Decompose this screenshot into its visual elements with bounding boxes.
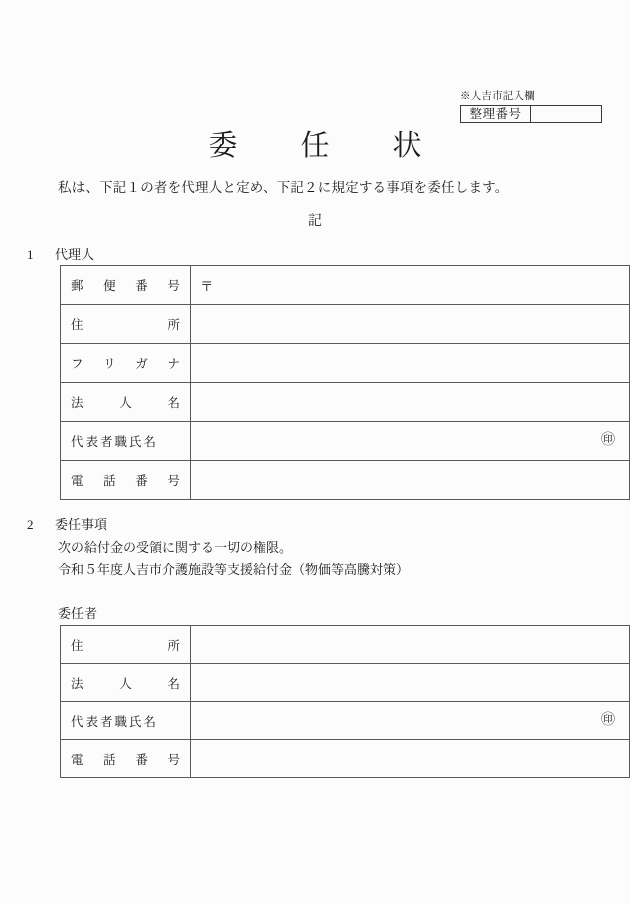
agent-furigana-label: フ リ ガ ナ — [71, 357, 181, 371]
table-row — [61, 344, 630, 383]
intro-sentence: 私は、下記１の者を代理人と定め、下記２に規定する事項を委任します。 — [58, 180, 509, 195]
section-1-heading — [27, 246, 94, 264]
table-row — [61, 305, 630, 344]
delegator-table-body — [61, 626, 630, 778]
agent-phone-field[interactable] — [191, 461, 630, 500]
table-row — [61, 740, 630, 778]
row-label-corporate-name — [61, 383, 191, 422]
section-1-number: 1 — [27, 247, 34, 262]
agent-address-label: 住 所 — [71, 318, 181, 332]
delegator-address-label: 住 所 — [71, 638, 181, 653]
reference-number-box — [460, 105, 602, 123]
delegator-phone-label: 電 話 番 号 — [71, 752, 181, 767]
row-label-corporate-name — [61, 664, 191, 702]
table-row — [61, 626, 630, 664]
agent-postal-code-field[interactable] — [191, 266, 630, 305]
delegator-address-field[interactable] — [191, 626, 630, 664]
city-use-section — [460, 90, 602, 123]
seal-icon: ㊞ — [601, 712, 615, 728]
city-use-label: ※人吉市記入欄 — [460, 91, 535, 102]
reference-number-label: 整理番号 — [461, 106, 531, 122]
delegator-corporate-name-label: 法 人 名 — [71, 676, 181, 691]
delegator-representative-label: 代表者職氏名 — [71, 714, 159, 729]
row-label-representative — [61, 702, 191, 740]
section-1-label: 代理人 — [55, 247, 95, 262]
section-2-line-2: 令和５年度人吉市介護施設等支援給付金（物価等高騰対策） — [58, 562, 410, 577]
postal-mark-icon: 〒 — [200, 278, 214, 294]
table-row — [61, 383, 630, 422]
delegator-representative-field[interactable] — [191, 702, 630, 740]
page-title: 委 任 状 — [208, 130, 439, 162]
agent-representative-label: 代表者職氏名 — [71, 435, 159, 449]
delegator-phone-field[interactable] — [191, 740, 630, 778]
agent-corporate-name-label: 法 人 名 — [71, 396, 181, 410]
agent-corporate-name-field[interactable] — [191, 383, 630, 422]
reference-number-field[interactable] — [531, 106, 601, 122]
table-row — [61, 422, 630, 461]
table-row — [61, 461, 630, 500]
table-row — [61, 702, 630, 740]
agent-address-field[interactable] — [191, 305, 630, 344]
row-label-address — [61, 626, 191, 664]
row-label-phone — [61, 461, 191, 500]
delegator-table — [60, 625, 630, 778]
row-label-representative — [61, 422, 191, 461]
agent-representative-field[interactable] — [191, 422, 630, 461]
agent-table — [60, 265, 630, 500]
agent-furigana-field[interactable] — [191, 344, 630, 383]
section-2-number: 2 — [27, 517, 34, 532]
section-2-line-1: 次の給付金の受領に関する一切の権限。 — [58, 540, 293, 555]
delegator-heading: 委任者 — [58, 606, 98, 621]
section-2-heading — [27, 516, 107, 534]
section-2-label: 委任事項 — [55, 517, 108, 532]
row-label-postal-code — [61, 266, 191, 305]
row-label-furigana — [61, 344, 191, 383]
table-row — [61, 266, 630, 305]
row-label-address — [61, 305, 191, 344]
seal-icon: ㊞ — [601, 433, 615, 448]
table-row — [61, 664, 630, 702]
delegator-corporate-name-field[interactable] — [191, 664, 630, 702]
ki-marker: 記 — [308, 214, 322, 229]
agent-postal-code-label: 郵 便 番 号 — [71, 279, 181, 293]
agent-phone-label: 電 話 番 号 — [71, 474, 181, 488]
row-label-phone — [61, 740, 191, 778]
agent-table-body — [61, 266, 630, 500]
